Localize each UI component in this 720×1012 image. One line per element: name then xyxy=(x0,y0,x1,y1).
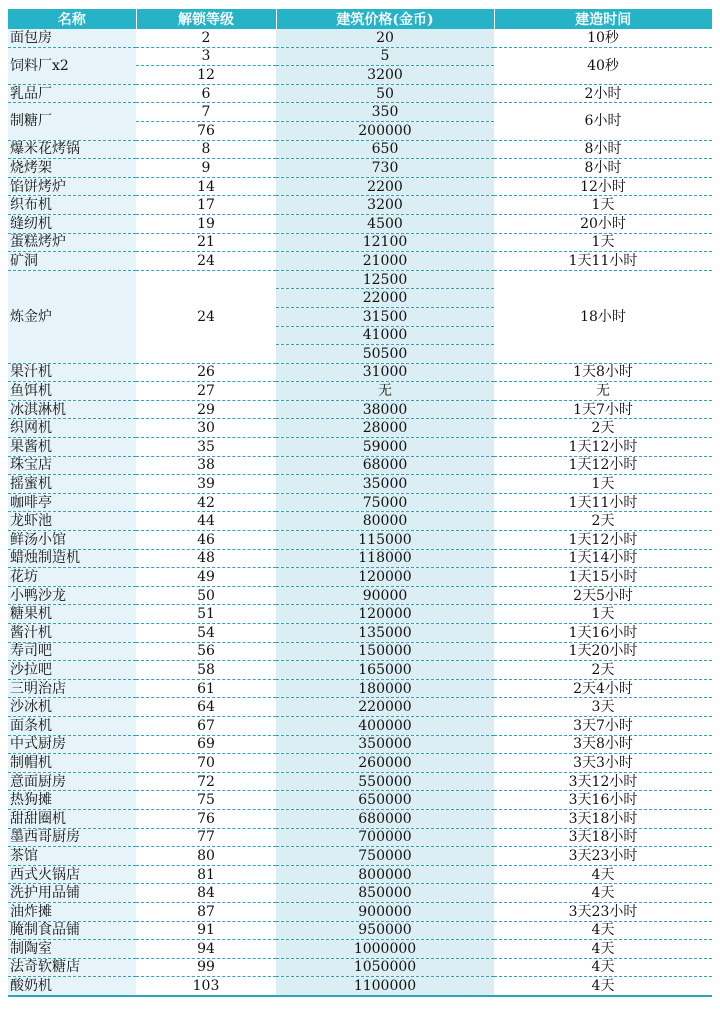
cell-price: 31000 xyxy=(276,363,494,382)
table-row xyxy=(8,29,712,47)
cell-build-time: 3天3小时 xyxy=(494,754,712,773)
cell-name: 冰淇淋机 xyxy=(8,400,136,419)
cell-name: 墨西哥厨房 xyxy=(8,828,136,847)
cell-unlock-level: 38 xyxy=(136,456,276,475)
cell-name: 茶馆 xyxy=(8,847,136,866)
cell-build-time: 3天23小时 xyxy=(494,902,712,921)
cell-price: 680000 xyxy=(276,809,494,828)
table-row xyxy=(8,419,712,438)
cell-name: 糖果机 xyxy=(8,605,136,624)
cell-name: 馅饼烤炉 xyxy=(8,177,136,196)
cell-price: 800000 xyxy=(276,865,494,884)
cell-unlock-level: 26 xyxy=(136,363,276,382)
cell-price: 4500 xyxy=(276,214,494,233)
cell-build-time: 1天 xyxy=(494,605,712,624)
table-row xyxy=(8,270,712,289)
table-row xyxy=(8,940,712,959)
cell-price: 650000 xyxy=(276,791,494,810)
cell-price: 550000 xyxy=(276,772,494,791)
cell-price: 12100 xyxy=(276,233,494,252)
cell-unlock-level: 80 xyxy=(136,847,276,866)
cell-name: 制陶室 xyxy=(8,940,136,959)
cell-price: 68000 xyxy=(276,456,494,475)
table-row xyxy=(8,754,712,773)
cell-build-time: 1天8小时 xyxy=(494,363,712,382)
header-name: 名称 xyxy=(8,9,136,29)
cell-unlock-level: 29 xyxy=(136,400,276,419)
cell-unlock-level: 3 xyxy=(136,47,276,66)
cell-build-time: 3天23小时 xyxy=(494,847,712,866)
table-row xyxy=(8,177,712,196)
header-price: 建筑价格(金币) xyxy=(276,9,494,29)
cell-unlock-level: 6 xyxy=(136,84,276,103)
cell-build-time: 3天18小时 xyxy=(494,809,712,828)
cell-build-time: 4天 xyxy=(494,884,712,903)
table-row xyxy=(8,884,712,903)
cell-price: 135000 xyxy=(276,624,494,643)
cell-price: 120000 xyxy=(276,605,494,624)
cell-unlock-level: 42 xyxy=(136,493,276,512)
cell-build-time: 1天 xyxy=(494,196,712,215)
table-row xyxy=(8,716,712,735)
cell-name: 花坊 xyxy=(8,568,136,587)
cell-price: 850000 xyxy=(276,884,494,903)
cell-unlock-level: 35 xyxy=(136,438,276,457)
cell-price: 1000000 xyxy=(276,940,494,959)
table-row xyxy=(8,196,712,215)
cell-build-time: 8小时 xyxy=(494,140,712,159)
table-row xyxy=(8,531,712,550)
cell-unlock-level: 64 xyxy=(136,698,276,717)
cell-name: 果酱机 xyxy=(8,438,136,457)
cell-price: 31500 xyxy=(276,307,494,326)
cell-name: 酱汁机 xyxy=(8,624,136,643)
cell-unlock-level: 99 xyxy=(136,958,276,977)
cell-price: 75000 xyxy=(276,493,494,512)
header-row xyxy=(8,9,712,29)
cell-name: 爆米花烤锅 xyxy=(8,140,136,159)
cell-unlock-level: 19 xyxy=(136,214,276,233)
cell-build-time: 40秒 xyxy=(494,47,712,84)
table-row xyxy=(8,456,712,475)
cell-name: 乳品厂 xyxy=(8,84,136,103)
table-row xyxy=(8,363,712,382)
cell-build-time: 1天14小时 xyxy=(494,549,712,568)
table-row xyxy=(8,140,712,159)
cell-build-time: 3天 xyxy=(494,698,712,717)
cell-name: 织网机 xyxy=(8,419,136,438)
cell-price: 950000 xyxy=(276,921,494,940)
cell-unlock-level: 75 xyxy=(136,791,276,810)
cell-name: 珠宝店 xyxy=(8,456,136,475)
cell-unlock-level: 91 xyxy=(136,921,276,940)
cell-price: 700000 xyxy=(276,828,494,847)
cell-price: 115000 xyxy=(276,531,494,550)
cell-price: 400000 xyxy=(276,716,494,735)
cell-build-time: 2天5小时 xyxy=(494,586,712,605)
table-row xyxy=(8,865,712,884)
cell-name: 矿洞 xyxy=(8,252,136,271)
cell-name: 三明治店 xyxy=(8,679,136,698)
cell-unlock-level: 46 xyxy=(136,531,276,550)
table-row xyxy=(8,493,712,512)
cell-price: 无 xyxy=(276,382,494,401)
cell-price: 220000 xyxy=(276,698,494,717)
table-row xyxy=(8,698,712,717)
cell-price: 12500 xyxy=(276,270,494,289)
cell-build-time: 1天12小时 xyxy=(494,456,712,475)
table-row xyxy=(8,438,712,457)
cell-unlock-level: 17 xyxy=(136,196,276,215)
table-row xyxy=(8,791,712,810)
cell-price: 900000 xyxy=(276,902,494,921)
cell-price: 118000 xyxy=(276,549,494,568)
table-row xyxy=(8,84,712,103)
cell-price: 650 xyxy=(276,140,494,159)
cell-name: 洗护用品铺 xyxy=(8,884,136,903)
cell-price: 28000 xyxy=(276,419,494,438)
cell-name: 鱼饵机 xyxy=(8,382,136,401)
cell-build-time: 3天8小时 xyxy=(494,735,712,754)
cell-build-time: 2天4小时 xyxy=(494,679,712,698)
cell-unlock-level: 51 xyxy=(136,605,276,624)
cell-unlock-level: 14 xyxy=(136,177,276,196)
cell-price: 41000 xyxy=(276,326,494,345)
table-row xyxy=(8,252,712,271)
cell-name: 寿司吧 xyxy=(8,642,136,661)
cell-price: 38000 xyxy=(276,400,494,419)
cell-name: 面条机 xyxy=(8,716,136,735)
cell-price: 5 xyxy=(276,47,494,66)
cell-name: 咖啡亭 xyxy=(8,493,136,512)
table-body xyxy=(8,29,712,996)
cell-unlock-level: 70 xyxy=(136,754,276,773)
cell-build-time: 8小时 xyxy=(494,159,712,178)
cell-price: 165000 xyxy=(276,661,494,680)
cell-unlock-level: 54 xyxy=(136,624,276,643)
cell-name: 制帽机 xyxy=(8,754,136,773)
cell-name: 鲜汤小馆 xyxy=(8,531,136,550)
cell-unlock-level: 39 xyxy=(136,475,276,494)
table-row xyxy=(8,977,712,996)
header-build-time: 建造时间 xyxy=(494,9,712,29)
cell-unlock-level: 87 xyxy=(136,902,276,921)
table-row xyxy=(8,772,712,791)
cell-name: 缝纫机 xyxy=(8,214,136,233)
cell-unlock-level: 8 xyxy=(136,140,276,159)
cell-unlock-level: 12 xyxy=(136,66,276,85)
cell-name: 炼金炉 xyxy=(8,270,136,363)
cell-build-time: 1天11小时 xyxy=(494,252,712,271)
cell-build-time: 20小时 xyxy=(494,214,712,233)
cell-build-time: 6小时 xyxy=(494,103,712,140)
cell-unlock-level: 30 xyxy=(136,419,276,438)
cell-unlock-level: 50 xyxy=(136,586,276,605)
cell-price: 260000 xyxy=(276,754,494,773)
cell-name: 蛋糕烤炉 xyxy=(8,233,136,252)
cell-build-time: 3天7小时 xyxy=(494,716,712,735)
cell-name: 酸奶机 xyxy=(8,977,136,996)
table-row xyxy=(8,233,712,252)
table-row xyxy=(8,512,712,531)
table-row xyxy=(8,382,712,401)
cell-name: 面包房 xyxy=(8,29,136,47)
cell-unlock-level: 27 xyxy=(136,382,276,401)
cell-price: 3200 xyxy=(276,196,494,215)
cell-build-time: 12小时 xyxy=(494,177,712,196)
cell-price: 200000 xyxy=(276,121,494,140)
cell-price: 80000 xyxy=(276,512,494,531)
table-row xyxy=(8,828,712,847)
cell-name: 烧烤架 xyxy=(8,159,136,178)
cell-build-time: 1天16小时 xyxy=(494,624,712,643)
cell-price: 21000 xyxy=(276,252,494,271)
cell-unlock-level: 48 xyxy=(136,549,276,568)
cell-unlock-level: 69 xyxy=(136,735,276,754)
cell-name: 热狗摊 xyxy=(8,791,136,810)
cell-name: 沙拉吧 xyxy=(8,661,136,680)
cell-price: 22000 xyxy=(276,289,494,308)
table-row xyxy=(8,475,712,494)
cell-unlock-level: 24 xyxy=(136,252,276,271)
cell-build-time: 3天18小时 xyxy=(494,828,712,847)
cell-build-time: 4天 xyxy=(494,958,712,977)
cell-unlock-level: 84 xyxy=(136,884,276,903)
cell-build-time: 1天15小时 xyxy=(494,568,712,587)
cell-build-time: 4天 xyxy=(494,940,712,959)
cell-build-time: 4天 xyxy=(494,977,712,996)
cell-unlock-level: 81 xyxy=(136,865,276,884)
cell-build-time: 2天 xyxy=(494,661,712,680)
table-row xyxy=(8,159,712,178)
table-row xyxy=(8,735,712,754)
cell-unlock-level: 77 xyxy=(136,828,276,847)
cell-name: 沙冰机 xyxy=(8,698,136,717)
table-row xyxy=(8,605,712,624)
cell-build-time: 4天 xyxy=(494,921,712,940)
cell-price: 3200 xyxy=(276,66,494,85)
cell-name: 果汁机 xyxy=(8,363,136,382)
cell-unlock-level: 94 xyxy=(136,940,276,959)
table-row xyxy=(8,400,712,419)
table-row xyxy=(8,624,712,643)
cell-price: 50500 xyxy=(276,345,494,364)
cell-unlock-level: 72 xyxy=(136,772,276,791)
table-row xyxy=(8,568,712,587)
cell-unlock-level: 56 xyxy=(136,642,276,661)
cell-name: 饲料厂x2 xyxy=(8,47,136,84)
cell-price: 2200 xyxy=(276,177,494,196)
cell-build-time: 2小时 xyxy=(494,84,712,103)
cell-name: 制糖厂 xyxy=(8,103,136,140)
cell-price: 150000 xyxy=(276,642,494,661)
table-row xyxy=(8,921,712,940)
cell-build-time: 1天 xyxy=(494,233,712,252)
cell-name: 织布机 xyxy=(8,196,136,215)
cell-build-time: 1天12小时 xyxy=(494,531,712,550)
cell-name: 西式火锅店 xyxy=(8,865,136,884)
cell-build-time: 1天 xyxy=(494,475,712,494)
table-row xyxy=(8,47,712,66)
cell-name: 法奇软糖店 xyxy=(8,958,136,977)
table-row xyxy=(8,586,712,605)
table-row xyxy=(8,642,712,661)
table-row xyxy=(8,103,712,122)
cell-unlock-level: 67 xyxy=(136,716,276,735)
cell-price: 1100000 xyxy=(276,977,494,996)
cell-unlock-level: 103 xyxy=(136,977,276,996)
cell-price: 90000 xyxy=(276,586,494,605)
header-unlock-level: 解锁等级 xyxy=(136,9,276,29)
cell-build-time: 1天12小时 xyxy=(494,438,712,457)
cell-unlock-level: 76 xyxy=(136,809,276,828)
cell-build-time: 18小时 xyxy=(494,270,712,363)
cell-build-time: 2天 xyxy=(494,512,712,531)
cell-name: 摇蜜机 xyxy=(8,475,136,494)
cell-unlock-level: 49 xyxy=(136,568,276,587)
cell-unlock-level: 44 xyxy=(136,512,276,531)
table-row xyxy=(8,847,712,866)
cell-price: 59000 xyxy=(276,438,494,457)
cell-build-time: 3天12小时 xyxy=(494,772,712,791)
cell-name: 意面厨房 xyxy=(8,772,136,791)
cell-build-time: 1天11小时 xyxy=(494,493,712,512)
cell-price: 35000 xyxy=(276,475,494,494)
cell-price: 120000 xyxy=(276,568,494,587)
cell-price: 1050000 xyxy=(276,958,494,977)
cell-build-time: 10秒 xyxy=(494,29,712,47)
cell-unlock-level: 7 xyxy=(136,103,276,122)
cell-price: 20 xyxy=(276,29,494,47)
cell-build-time: 无 xyxy=(494,382,712,401)
cell-build-time: 3天16小时 xyxy=(494,791,712,810)
cell-price: 350 xyxy=(276,103,494,122)
table-row xyxy=(8,661,712,680)
cell-name: 龙虾池 xyxy=(8,512,136,531)
cell-unlock-level: 9 xyxy=(136,159,276,178)
cell-build-time: 1天7小时 xyxy=(494,400,712,419)
cell-unlock-level: 2 xyxy=(136,29,276,47)
cell-build-time: 1天20小时 xyxy=(494,642,712,661)
cell-name: 小鸭沙龙 xyxy=(8,586,136,605)
cell-name: 甜甜圈机 xyxy=(8,809,136,828)
cell-name: 中式厨房 xyxy=(8,735,136,754)
table-row xyxy=(8,679,712,698)
table-row xyxy=(8,809,712,828)
cell-unlock-level: 24 xyxy=(136,270,276,363)
table-row xyxy=(8,958,712,977)
building-table xyxy=(8,9,712,997)
cell-name: 油炸摊 xyxy=(8,902,136,921)
cell-name: 腌制食品铺 xyxy=(8,921,136,940)
cell-build-time: 2天 xyxy=(494,419,712,438)
cell-unlock-level: 61 xyxy=(136,679,276,698)
table-row xyxy=(8,902,712,921)
cell-unlock-level: 76 xyxy=(136,121,276,140)
cell-name: 蜡烛制造机 xyxy=(8,549,136,568)
cell-build-time: 4天 xyxy=(494,865,712,884)
cell-price: 350000 xyxy=(276,735,494,754)
cell-price: 50 xyxy=(276,84,494,103)
cell-price: 180000 xyxy=(276,679,494,698)
cell-unlock-level: 58 xyxy=(136,661,276,680)
cell-price: 730 xyxy=(276,159,494,178)
table-row xyxy=(8,549,712,568)
table-row xyxy=(8,214,712,233)
cell-price: 750000 xyxy=(276,847,494,866)
cell-unlock-level: 21 xyxy=(136,233,276,252)
